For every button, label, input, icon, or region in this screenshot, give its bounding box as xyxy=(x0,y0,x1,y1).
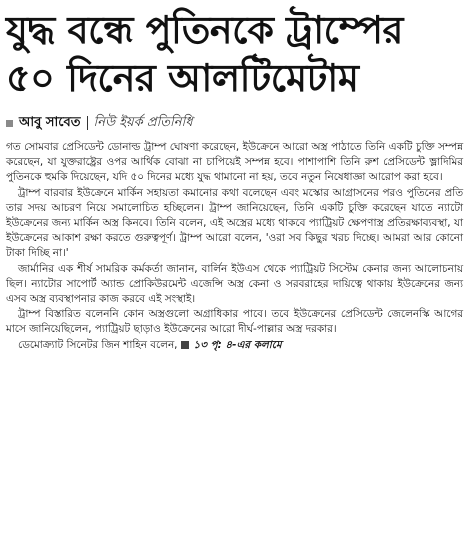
bullet-square-icon xyxy=(6,120,13,127)
jump-square-icon xyxy=(181,341,189,349)
byline-divider xyxy=(87,116,88,130)
article-last-line-text: ডেমোক্র্যাট সিনেটর জিন শাহিন বলেন, xyxy=(18,338,178,351)
byline xyxy=(6,114,463,132)
reporter-role: নিউ ইয়র্ক প্রতিনিধি xyxy=(93,115,193,130)
article-paragraph-4: ট্রাম্প বিস্তারিত বলেননি কোন অস্ত্রগুলো অগ্রাধিকার পাবে। তবে ইউক্রেনের প্রেসিডেন্ট জেলেনস্কি আগের মাসে জানিয়েছিলেন, প্যাট্রিয়ট ছাড়াও ইউক্রেনের আরো দীর্ঘ-পাল্লার অস্ত্র দরকার। xyxy=(6,308,463,336)
article-paragraph-1: গত সোমবার প্রেসিডেন্ট ডোনাল্ড ট্রাম্প ঘোষণা করেছেন, ইউক্রেনে আরো অস্ত্র পাঠাতে তিনি একটি চুক্তি সম্পন্ন করেছেন, যা যুক্তরাষ্ট্রের ওপর আর্থিক বোঝা না চাপিয়েই সম্পন্ন হবে। পাশাপাশি তিনি রুশ প্রেসিডেন্ট ভ্লাদিমির পুতিনকে হুমকি দিয়েছেন, যদি ৫০ দিনের মধ্যে যুদ্ধ থামানো না হয়, তবে নতুন নিষেধাজ্ঞা আরোপ করা হবে। xyxy=(6,141,463,184)
article-last-line xyxy=(6,338,463,353)
article-paragraph-3: জার্মানির এক শীর্ষ সামরিক কর্মকর্তা জানান, বার্লিন ইউএস থেকে প্যাট্রিয়ট সিস্টেম কেনার জন্য আলোচনায় ছিল। ন্যাটোর সাপোর্ট অ্যান্ড প্রোকিউরমেন্ট এজেন্সি অস্ত্র কেনা ও সরবরাহের দায়িত্বে থাকায় ইউক্রেনের জন্য এসব অস্ত্র ব্যবস্থাপনার কাজ করবে এই সংস্থাই। xyxy=(6,262,463,306)
headline-line-2: ৫০ দিনের আলটিমেটাম xyxy=(6,56,359,100)
reporter-name: আবু সাবেত xyxy=(19,115,81,130)
headline xyxy=(6,6,463,102)
headline-line-1: যুদ্ধ বন্ধে পুতিনকে ট্রাম্পের xyxy=(6,8,403,52)
continued-jump-line: ১৩ পৃ: ৪-এর কলামে xyxy=(193,338,282,351)
article-body xyxy=(6,140,463,353)
article-paragraph-2: ট্রাম্প বারবার ইউক্রেনে মার্কিন সহায়তা কমানোর কথা বলেছেন এবং মস্কোর আগ্রাসনের পরও পুতিনের প্রতি তার সদয় আচরণ নিয়ে সমালোচিত হচ্ছিলেন। ট্রাম্প জানিয়েছেন, তিনি একটি চুক্তি করেছেন যাতে ন্যাটো ইউক্রেনের জন্য মার্কিন অস্ত্র কিনবে। তিনি বলেন, এই অস্ত্রের মধ্যে থাকবে প্যাট্রিয়ট ক্ষেপণাস্ত্র প্রতিরক্ষাব্যবস্থা, যা ইউক্রেনের আকাশ রক্ষা করতে গুরুত্বপূর্ণ। ট্রাম্প আরো বলেন, 'ওরা সব কিছুর খরচ দিচ্ছে। আমরা আর কোনো টাকা দিচ্ছি না।' xyxy=(6,186,463,260)
